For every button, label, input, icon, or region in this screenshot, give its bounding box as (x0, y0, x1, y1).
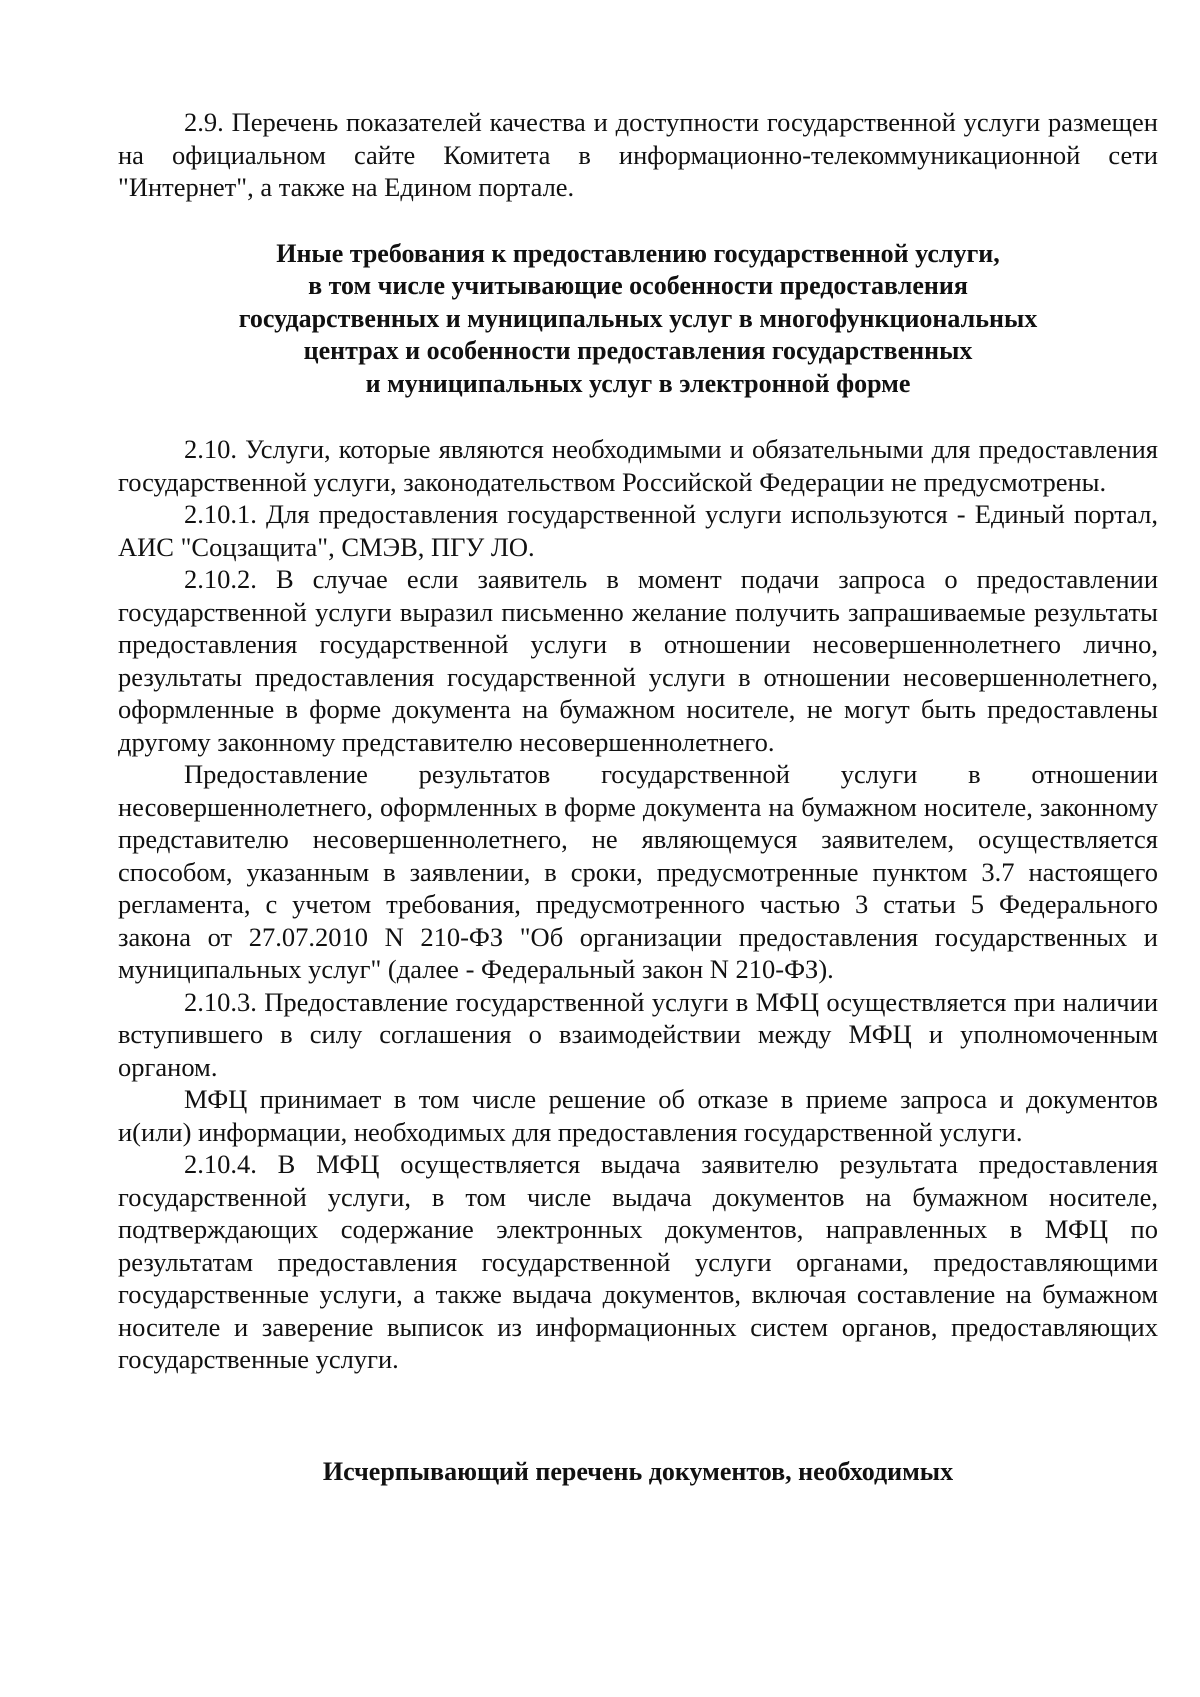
section-heading-documents-list (118, 1456, 1158, 1489)
heading-line: государственных и муниципальных услуг в многофункциональных (238, 303, 1038, 333)
heading-line: центрах и особенности предоставления государственных (303, 336, 973, 365)
paragraph-2-10-3: 2.10.3. Предоставление государственной услуги в МФЦ осуществляется при наличии вступившего в силу соглашения о взаимодействии между МФЦ и уполномоченным органом. (118, 986, 1158, 1082)
section-heading-other-requirements (118, 238, 1158, 401)
paragraph-2-10-4: 2.10.4. В МФЦ осуществляется выдача заявителю результата предоставления государственной услуги, в том числе выдача документов на бумажном носителе, подтверждающих содержание электронных документов, направленных в МФЦ по результатам предоставления государственной услуги органами, предоставляющими государственные услуги, а также выдача документов, включая составление на бумажном носителе и заверение выписок из информационных систем органов, предоставляющих государственные услуги. (118, 1149, 1158, 1374)
paragraph-2-10-1: 2.10.1. Для предоставления государственной услуги используются - Единый портал, АИС "Соцзащита", СМЭВ, ПГУ ЛО. (118, 499, 1158, 562)
document-page (118, 106, 1158, 1488)
heading-line: в том числе учитывающие особенности предоставления (308, 271, 968, 300)
heading-line: Иные требования к предоставлению государственной услуги, (276, 238, 1000, 268)
paragraph-2-9: 2.9. Перечень показателей качества и доступности государственной услуги размещен на официальном сайте Комитета в информационно-телекоммуникационной сети "Интернет", а также на Едином портале. (118, 107, 1158, 202)
heading-line: и муниципальных услуг в электронной форме (365, 368, 911, 398)
paragraph-2-10-2: 2.10.2. В случае если заявитель в момент подачи запроса о предоставлении государственной услуги выразил письменно желание получить запрашиваемые результаты предоставления государственной услуги в отношении несовершеннолетнего лично, результаты предоставления государственной услуги в отношении несовершеннолетнего, оформленные в форме документа на бумажном носителе, не могут быть предоставлены другому законному представителю несовершеннолетнего. (118, 564, 1158, 757)
paragraph-mfc-refusal: МФЦ принимает в том числе решение об отказе в приеме запроса и документов и(или) информации, необходимых для предоставления государственной услуги. (118, 1084, 1158, 1147)
paragraph-2-10: 2.10. Услуги, которые являются необходимыми и обязательными для предоставления государственной услуги, законодательством Российской Федерации не предусмотрены. (118, 434, 1158, 497)
heading-line: Исчерпывающий перечень документов, необходимых (322, 1456, 954, 1486)
paragraph-results-provision: Предоставление результатов государственной услуги в отношении несовершеннолетнего, оформленных в форме документа на бумажном носителе, законному представителю несовершеннолетнего, не являющемуся заявителем, осуществляется способом, указанным в заявлении, в сроки, предусмотренные пунктом 3.7 настоящего регламента, с учетом требования, предусмотренного частью 3 статьи 5 Федерального закона от 27.07.2010 N 210-ФЗ "Об организации предоставления государственных и муниципальных услуг" (далее - Федеральный закон N 210-ФЗ). (118, 759, 1158, 984)
